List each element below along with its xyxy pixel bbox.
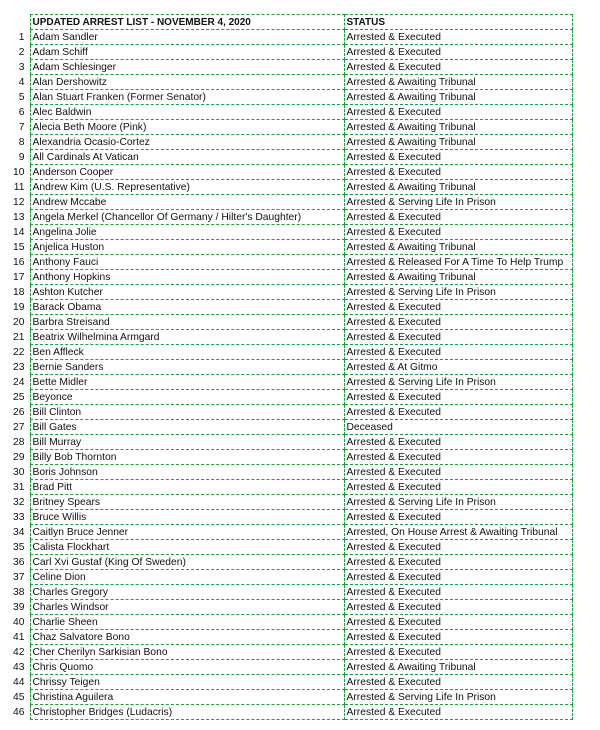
- name-cell[interactable]: Cher Cherilyn Sarkisian Bono: [30, 645, 344, 660]
- table-row: [6, 75, 572, 90]
- table-row: [6, 690, 572, 705]
- status-cell[interactable]: Arrested, On House Arrest & Awaiting Tribunal: [344, 525, 572, 540]
- name-cell[interactable]: Billy Bob Thornton: [30, 450, 344, 465]
- status-cell[interactable]: Arrested & Executed: [344, 330, 572, 345]
- table-row: [6, 120, 572, 135]
- status-cell[interactable]: Arrested & Executed: [344, 150, 572, 165]
- name-cell[interactable]: Charles Windsor: [30, 600, 344, 615]
- row-number: 38: [13, 586, 25, 598]
- name-cell[interactable]: Barbra Streisand: [30, 315, 344, 330]
- status-cell[interactable]: Arrested & Serving Life In Prison: [344, 690, 572, 705]
- row-number: 36: [13, 556, 25, 568]
- status-cell[interactable]: Arrested & Serving Life In Prison: [344, 495, 572, 510]
- row-number: 3: [18, 61, 25, 73]
- name-cell[interactable]: All Cardinals At Vatican: [30, 150, 344, 165]
- table-row: [6, 540, 572, 555]
- row-number: 37: [13, 571, 25, 583]
- name-cell[interactable]: Boris Johnson: [30, 465, 344, 480]
- status-cell[interactable]: Arrested & Executed: [344, 615, 572, 630]
- status-cell[interactable]: Arrested & Serving Life In Prison: [344, 195, 572, 210]
- row-number: 26: [13, 406, 25, 418]
- name-cell[interactable]: Beatrix Wilhelmina Armgard: [30, 330, 344, 345]
- table-row: [6, 585, 572, 600]
- name-cell[interactable]: Chrissy Teigen: [30, 675, 344, 690]
- table-row: [6, 60, 572, 75]
- row-number: 32: [13, 496, 25, 508]
- table-row: [6, 480, 572, 495]
- row-number: 40: [13, 616, 25, 628]
- name-cell[interactable]: Caitlyn Bruce Jenner: [30, 525, 344, 540]
- name-cell[interactable]: Anjelica Huston: [30, 240, 344, 255]
- table-row: [6, 570, 572, 585]
- row-number: 35: [13, 541, 25, 553]
- name-cell[interactable]: Charles Gregory: [30, 585, 344, 600]
- status-cell[interactable]: Arrested & Executed: [344, 465, 572, 480]
- row-number: 30: [13, 466, 25, 478]
- name-cell[interactable]: Bernie Sanders: [30, 360, 344, 375]
- status-cell[interactable]: Arrested & Executed: [344, 405, 572, 420]
- name-cell[interactable]: Chris Quomo: [30, 660, 344, 675]
- name-cell[interactable]: Anthony Fauci: [30, 255, 344, 270]
- row-number: 44: [13, 676, 25, 688]
- status-cell[interactable]: Arrested & Executed: [344, 645, 572, 660]
- table-row: [6, 240, 572, 255]
- name-cell[interactable]: Adam Schlesinger: [30, 60, 344, 75]
- table-row: [6, 555, 572, 570]
- row-number: 34: [13, 526, 25, 538]
- status-cell[interactable]: Arrested & Awaiting Tribunal: [344, 120, 572, 135]
- row-number: 46: [13, 706, 25, 718]
- table-row: [6, 315, 572, 330]
- name-cell[interactable]: Beyonce: [30, 390, 344, 405]
- status-cell[interactable]: Arrested & Executed: [344, 315, 572, 330]
- name-cell[interactable]: Anthony Hopkins: [30, 270, 344, 285]
- status-cell[interactable]: Arrested & Executed: [344, 30, 572, 45]
- name-cell[interactable]: Bill Gates: [30, 420, 344, 435]
- name-cell[interactable]: Adam Schiff: [30, 45, 344, 60]
- row-number: 31: [13, 481, 25, 493]
- status-cell[interactable]: Arrested & Executed: [344, 585, 572, 600]
- name-cell[interactable]: Carl Xvi Gustaf (King Of Sweden): [30, 555, 344, 570]
- list-title-header[interactable]: UPDATED ARREST LIST - NOVEMBER 4, 2020: [30, 15, 344, 30]
- status-cell[interactable]: Arrested & Executed: [344, 480, 572, 495]
- name-cell[interactable]: Angelina Jolie: [30, 225, 344, 240]
- status-cell[interactable]: Arrested & Executed: [344, 540, 572, 555]
- name-cell[interactable]: Andrew Kim (U.S. Representative): [30, 180, 344, 195]
- table-row: [6, 30, 572, 45]
- name-cell[interactable]: Bill Murray: [30, 435, 344, 450]
- row-number: 25: [13, 391, 25, 403]
- row-number: 9: [18, 151, 25, 163]
- row-number: 6: [18, 106, 25, 118]
- row-number: 11: [13, 181, 25, 193]
- row-number: 45: [13, 691, 25, 703]
- row-number: 14: [13, 226, 25, 238]
- name-cell[interactable]: Angela Merkel (Chancellor Of Germany / Hilter's Daughter): [30, 210, 344, 225]
- status-cell[interactable]: Deceased: [344, 420, 572, 435]
- name-cell[interactable]: Bette Midler: [30, 375, 344, 390]
- table-body: [6, 30, 572, 720]
- name-cell[interactable]: Bruce Willis: [30, 510, 344, 525]
- table-row: [6, 270, 572, 285]
- status-cell[interactable]: Arrested & Executed: [344, 435, 572, 450]
- name-cell[interactable]: Bill Clinton: [30, 405, 344, 420]
- status-cell[interactable]: Arrested & Awaiting Tribunal: [344, 90, 572, 105]
- row-number: 43: [13, 661, 25, 673]
- status-cell[interactable]: Arrested & Executed: [344, 570, 572, 585]
- table-row: [6, 660, 572, 675]
- status-cell[interactable]: Arrested & Executed: [344, 705, 572, 720]
- table-row: [6, 600, 572, 615]
- status-cell[interactable]: Arrested & Executed: [344, 45, 572, 60]
- table-row: [6, 330, 572, 345]
- name-cell[interactable]: Alec Baldwin: [30, 105, 344, 120]
- name-cell[interactable]: Chaz Salvatore Bono: [30, 630, 344, 645]
- table-row: [6, 495, 572, 510]
- row-number: 24: [13, 376, 25, 388]
- status-cell[interactable]: Arrested & Awaiting Tribunal: [344, 240, 572, 255]
- row-number: 42: [13, 646, 25, 658]
- table-row: [6, 360, 572, 375]
- table-row: [6, 375, 572, 390]
- name-cell[interactable]: Alan Stuart Franken (Former Senator): [30, 90, 344, 105]
- table-row: [6, 465, 572, 480]
- status-cell[interactable]: Arrested & Executed: [344, 555, 572, 570]
- spreadsheet-sheet: [6, 14, 596, 720]
- status-cell[interactable]: Arrested & Executed: [344, 105, 572, 120]
- row-number: 4: [18, 76, 25, 88]
- row-number: 23: [13, 361, 25, 373]
- row-number: 29: [13, 451, 25, 463]
- row-number: 22: [13, 346, 25, 358]
- status-cell[interactable]: Arrested & Awaiting Tribunal: [344, 75, 572, 90]
- row-number: 2: [18, 46, 25, 58]
- table-row: [6, 675, 572, 690]
- row-number: 28: [13, 436, 25, 448]
- status-cell[interactable]: Arrested & Executed: [344, 165, 572, 180]
- row-number-header: [6, 15, 30, 30]
- name-cell[interactable]: Ashton Kutcher: [30, 285, 344, 300]
- table-row: [6, 180, 572, 195]
- row-number: 12: [13, 196, 25, 208]
- table-row: [6, 150, 572, 165]
- table-row: [6, 165, 572, 180]
- status-cell[interactable]: Arrested & Awaiting Tribunal: [344, 270, 572, 285]
- table-row: [6, 630, 572, 645]
- row-number: 15: [13, 241, 25, 253]
- table-row: [6, 510, 572, 525]
- status-cell[interactable]: Arrested & Executed: [344, 600, 572, 615]
- status-cell[interactable]: Arrested & Awaiting Tribunal: [344, 660, 572, 675]
- row-number: 33: [13, 511, 25, 523]
- row-number: 1: [18, 31, 25, 43]
- status-cell[interactable]: Arrested & Serving Life In Prison: [344, 285, 572, 300]
- row-number: 7: [18, 121, 25, 133]
- row-number: 5: [18, 91, 25, 103]
- table-row: [6, 390, 572, 405]
- row-number: 20: [13, 316, 25, 328]
- table-row: [6, 90, 572, 105]
- name-cell[interactable]: Barack Obama: [30, 300, 344, 315]
- row-number: 27: [13, 421, 25, 433]
- status-cell[interactable]: Arrested & Serving Life In Prison: [344, 375, 572, 390]
- status-cell[interactable]: Arrested & Executed: [344, 675, 572, 690]
- table-row: [6, 210, 572, 225]
- table-row: [6, 45, 572, 60]
- table-row: [6, 435, 572, 450]
- table-row: [6, 195, 572, 210]
- table-row: [6, 300, 572, 315]
- name-cell[interactable]: Alecia Beth Moore (Pink): [30, 120, 344, 135]
- row-number: 18: [13, 286, 25, 298]
- table-row: [6, 450, 572, 465]
- header-row: [6, 15, 572, 30]
- status-cell[interactable]: Arrested & Executed: [344, 510, 572, 525]
- table-row: [6, 405, 572, 420]
- row-number: 16: [13, 256, 25, 268]
- row-number: 21: [13, 331, 25, 343]
- table-row: [6, 345, 572, 360]
- table-row: [6, 645, 572, 660]
- status-cell[interactable]: Arrested & Executed: [344, 210, 572, 225]
- table-row: [6, 705, 572, 720]
- name-cell[interactable]: Alan Dershowitz: [30, 75, 344, 90]
- name-cell[interactable]: Ben Affleck: [30, 345, 344, 360]
- status-cell[interactable]: Arrested & Executed: [344, 450, 572, 465]
- row-number: 8: [18, 136, 25, 148]
- name-cell[interactable]: Britney Spears: [30, 495, 344, 510]
- status-cell[interactable]: Arrested & Awaiting Tribunal: [344, 180, 572, 195]
- row-number: 17: [13, 271, 25, 283]
- row-number: 19: [13, 301, 25, 313]
- row-number: 41: [13, 631, 25, 643]
- row-number: 39: [13, 601, 25, 613]
- arrest-list-table: [6, 14, 573, 720]
- table-row: [6, 285, 572, 300]
- name-cell[interactable]: Brad Pitt: [30, 480, 344, 495]
- table-row: [6, 615, 572, 630]
- status-cell[interactable]: Arrested & Released For A Time To Help Trump: [344, 255, 572, 270]
- status-cell[interactable]: Arrested & Executed: [344, 345, 572, 360]
- status-cell[interactable]: Arrested & Awaiting Tribunal: [344, 135, 572, 150]
- name-cell[interactable]: Christina Aguilera: [30, 690, 344, 705]
- status-cell[interactable]: Arrested & Executed: [344, 225, 572, 240]
- status-cell[interactable]: Arrested & Executed: [344, 60, 572, 75]
- table-row: [6, 105, 572, 120]
- name-cell[interactable]: Anderson Cooper: [30, 165, 344, 180]
- table-row: [6, 255, 572, 270]
- status-cell[interactable]: Arrested & Executed: [344, 390, 572, 405]
- name-cell[interactable]: Celine Dion: [30, 570, 344, 585]
- name-cell[interactable]: Charlie Sheen: [30, 615, 344, 630]
- row-number: 13: [13, 211, 25, 223]
- name-cell[interactable]: Calista Flockhart: [30, 540, 344, 555]
- name-cell[interactable]: Alexandria Ocasio-Cortez: [30, 135, 344, 150]
- status-column-header[interactable]: STATUS: [344, 15, 572, 30]
- name-cell[interactable]: Andrew Mccabe: [30, 195, 344, 210]
- row-number: 10: [13, 166, 25, 178]
- status-cell[interactable]: Arrested & At Gitmo: [344, 360, 572, 375]
- table-row: [6, 225, 572, 240]
- name-cell[interactable]: Adam Sandler: [30, 30, 344, 45]
- status-cell[interactable]: Arrested & Executed: [344, 300, 572, 315]
- status-cell[interactable]: Arrested & Executed: [344, 630, 572, 645]
- table-row: [6, 525, 572, 540]
- table-row: [6, 420, 572, 435]
- table-row: [6, 135, 572, 150]
- name-cell[interactable]: Christopher Bridges (Ludacris): [30, 705, 344, 720]
